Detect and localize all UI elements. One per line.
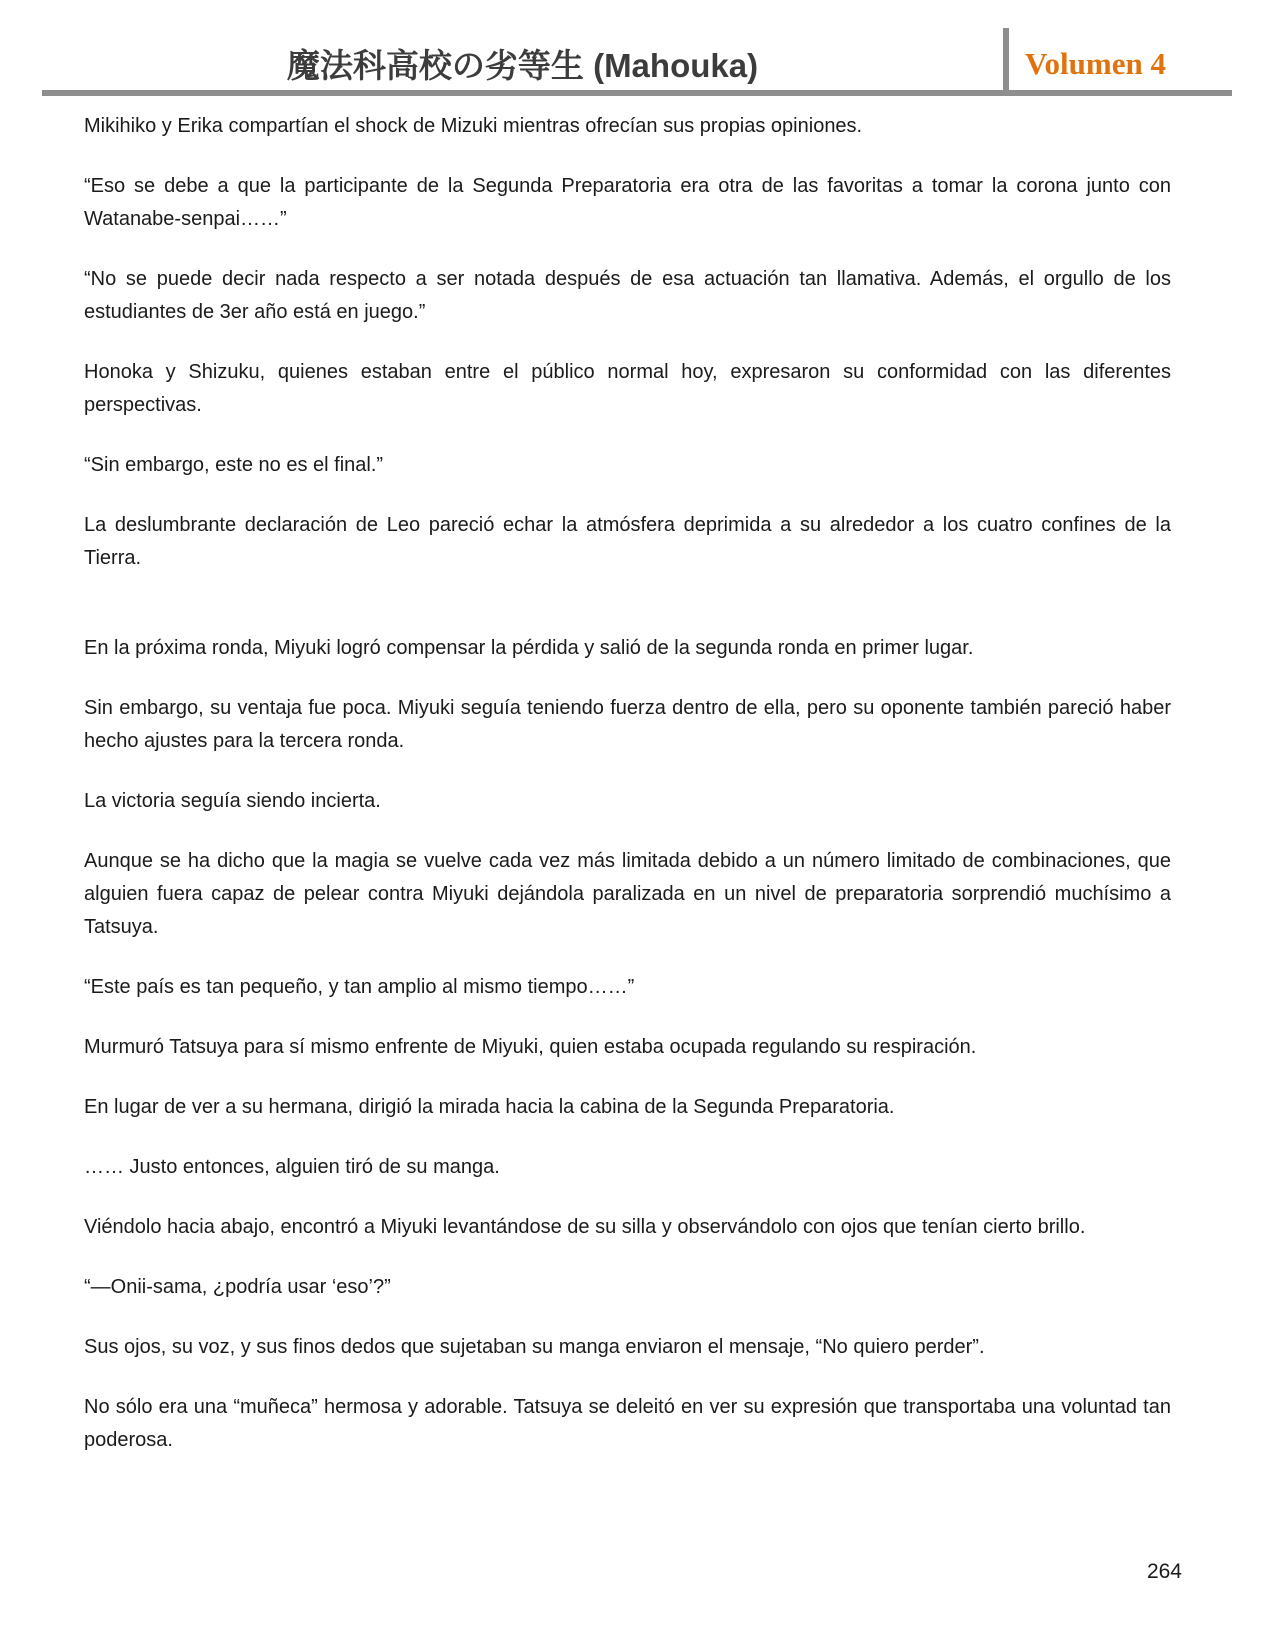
paragraph: “—Onii-sama, ¿podría usar ‘eso’?” (84, 1276, 391, 1298)
paragraph: Murmuró Tatsuya para sí mismo enfrente de Miyuki, quien estaba ocupada regulando su respiración. (84, 1036, 977, 1058)
paragraph: En la próxima ronda, Miyuki logró compensar la pérdida y salió de la segunda ronda en primer lugar. (84, 637, 974, 659)
paragraph: En lugar de ver a su hermana, dirigió la mirada hacia la cabina de la Segunda Preparatoria. (84, 1096, 895, 1118)
paragraph: “Este país es tan pequeño, y tan amplio al mismo tiempo……” (84, 976, 635, 998)
scene-break-spacer (84, 602, 1171, 632)
volume-label: Volumen 4 (1025, 46, 1166, 82)
paragraph: “No se puede decir nada respecto a ser notada después de esa actuación tan llamativa. Además, el orgullo de los estudiantes de 3er año está en juego.” (84, 268, 1171, 323)
page-header (42, 16, 1232, 96)
header-title-cell (42, 48, 1003, 90)
paragraph: No sólo era una “muñeca” hermosa y adorable. Tatsuya se deleitó en ver su expresión que transportaba una voluntad tan poderosa. (84, 1396, 1171, 1451)
paragraph: Sus ojos, su voz, y sus finos dedos que sujetaban su manga enviaron el mensaje, “No quiero perder”. (84, 1336, 985, 1358)
paragraph: La victoria seguía siendo incierta. (84, 790, 381, 812)
paragraph: Viéndolo hacia abajo, encontró a Miyuki levantándose de su silla y observándolo con ojos que tenían cierto brillo. (84, 1216, 1086, 1238)
paragraph: Sin embargo, su ventaja fue poca. Miyuki seguía teniendo fuerza dentro de ella, pero su oponente también pareció haber hecho ajustes para la tercera ronda. (84, 697, 1171, 752)
page-number: 264 (1146, 1560, 1182, 1583)
header-volume-cell (1009, 48, 1232, 90)
paragraph: …… Justo entonces, alguien tiró de su manga. (84, 1156, 500, 1178)
paragraph: “Eso se debe a que la participante de la Segunda Preparatoria era otra de las favoritas a tomar la corona junto con Watanabe-senpai……” (84, 175, 1171, 230)
paragraph: La deslumbrante declaración de Leo pareció echar la atmósfera deprimida a su alrededor a los cuatro confines de la Tierra. (84, 514, 1171, 569)
document-title: 魔法科高校の劣等生 (Mahouka) (286, 46, 759, 84)
paragraph: “Sin embargo, este no es el final.” (84, 454, 384, 476)
paragraph: Aunque se ha dicho que la magia se vuelve cada vez más limitada debido a un número limitado de combinaciones, que alguien fuera capaz de pelear contra Miyuki dejándola paralizada en un nivel de preparatoria sorprendió muchísimo a Tatsuya. (84, 850, 1171, 938)
paragraph: Honoka y Shizuku, quienes estaban entre el público normal hoy, expresaron su conformidad con las diferentes perspectivas. (84, 361, 1171, 416)
paragraph-list (84, 110, 1171, 1484)
paragraph: Mikihiko y Erika compartían el shock de Mizuki mientras ofrecían sus propias opiniones. (84, 115, 863, 137)
